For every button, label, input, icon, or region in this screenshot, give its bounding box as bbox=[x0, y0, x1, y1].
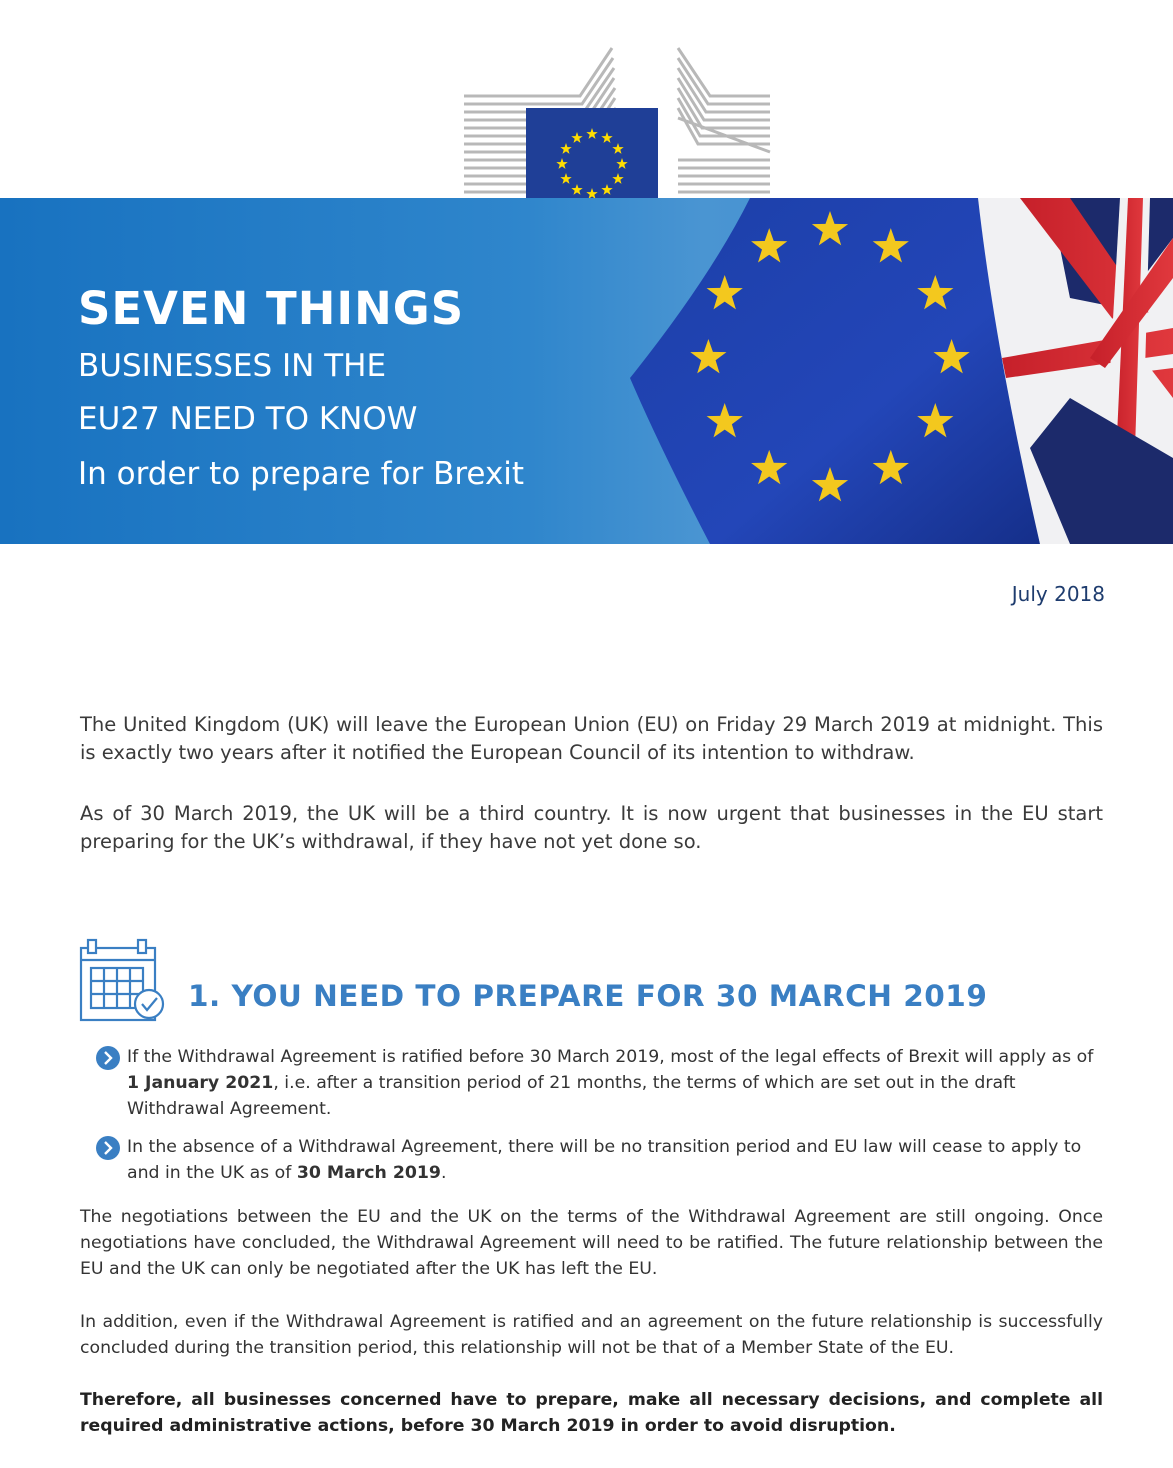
eu-star-icon bbox=[560, 173, 571, 184]
calendar-check-icon bbox=[79, 936, 169, 1024]
bullet-text: If the Withdrawal Agreement is ratified before 30 March 2019, most of the legal effects of Brexit will apply as of 1 January 2021, i.e. after a transition period of 21 months, the terms of which are set out in the draft Withdrawal Agreement. bbox=[127, 1047, 1094, 1119]
bullet-text: In the absence of a Withdrawal Agreement, there will be no transition period and EU law will cease to apply to and in the UK as of 30 March 2019. bbox=[127, 1137, 1082, 1183]
section-1-paragraph-1: The negotiations between the EU and the UK on the terms of the Withdrawal Agreement are still ongoing. Once negotiations have concluded, the Withdrawal Agreement will need to be ratified. The future relationship between the EU and the UK can only be negotiated after the UK has left the EU. bbox=[80, 1207, 1103, 1279]
eu-star-icon bbox=[612, 173, 623, 184]
banner-subtitle-line-2: EU27 NEED TO KNOW bbox=[78, 401, 418, 437]
chevron-right-icon bbox=[96, 1136, 120, 1160]
bullet-item bbox=[96, 1044, 1103, 1122]
eu-star-icon bbox=[601, 184, 612, 195]
intro-paragraph-2: As of 30 March 2019, the UK will be a third country. It is now urgent that businesses in the EU start preparing for the UK’s withdrawal, if they have not yet done so. bbox=[80, 802, 1103, 853]
banner-title: SEVEN THINGS bbox=[78, 282, 465, 335]
eu-star-icon bbox=[612, 143, 623, 154]
eu-star-icon bbox=[571, 184, 582, 195]
section-1-conclusion: Therefore, all businesses concerned have to prepare, make all necessary decisions, and complete all required administrative actions, before 30 March 2019 in order to avoid disruption. bbox=[80, 1390, 1103, 1436]
intro-paragraph-1: The United Kingdom (UK) will leave the European Union (EU) on Friday 29 March 2019 at midnight. This is exactly two years after it notified the European Council of its intention to withdraw. bbox=[80, 713, 1103, 764]
eu-uk-flags-photo bbox=[600, 198, 1173, 544]
eu-star-icon bbox=[586, 128, 597, 139]
bullet-highlight-date: 30 March 2019 bbox=[296, 1163, 441, 1183]
eu-star-icon bbox=[571, 132, 582, 143]
bullet-highlight-date: 1 January 2021 bbox=[127, 1073, 274, 1093]
bullet-item bbox=[96, 1134, 1103, 1186]
section-1-paragraph-2: In addition, even if the Withdrawal Agreement is ratified and an agreement on the future relationship is successfully concluded during the transition period, this relationship will not be that of a Member State of the EU. bbox=[80, 1312, 1103, 1358]
eu-star-icon bbox=[560, 143, 571, 154]
banner-title-block bbox=[78, 278, 638, 502]
eu-star-icon bbox=[556, 158, 567, 169]
eu-star-icon bbox=[616, 158, 627, 169]
banner-subtitle-line-1: BUSINESSES IN THE bbox=[78, 348, 387, 384]
chevron-right-icon bbox=[96, 1046, 120, 1070]
section-1-heading: 1. YOU NEED TO PREPARE FOR 30 MARCH 2019 bbox=[188, 979, 988, 1013]
publication-date: July 2018 bbox=[1011, 582, 1105, 606]
hero-banner bbox=[0, 198, 1173, 544]
banner-tagline: In order to prepare for Brexit bbox=[78, 456, 525, 492]
eu-star-icon bbox=[601, 132, 612, 143]
